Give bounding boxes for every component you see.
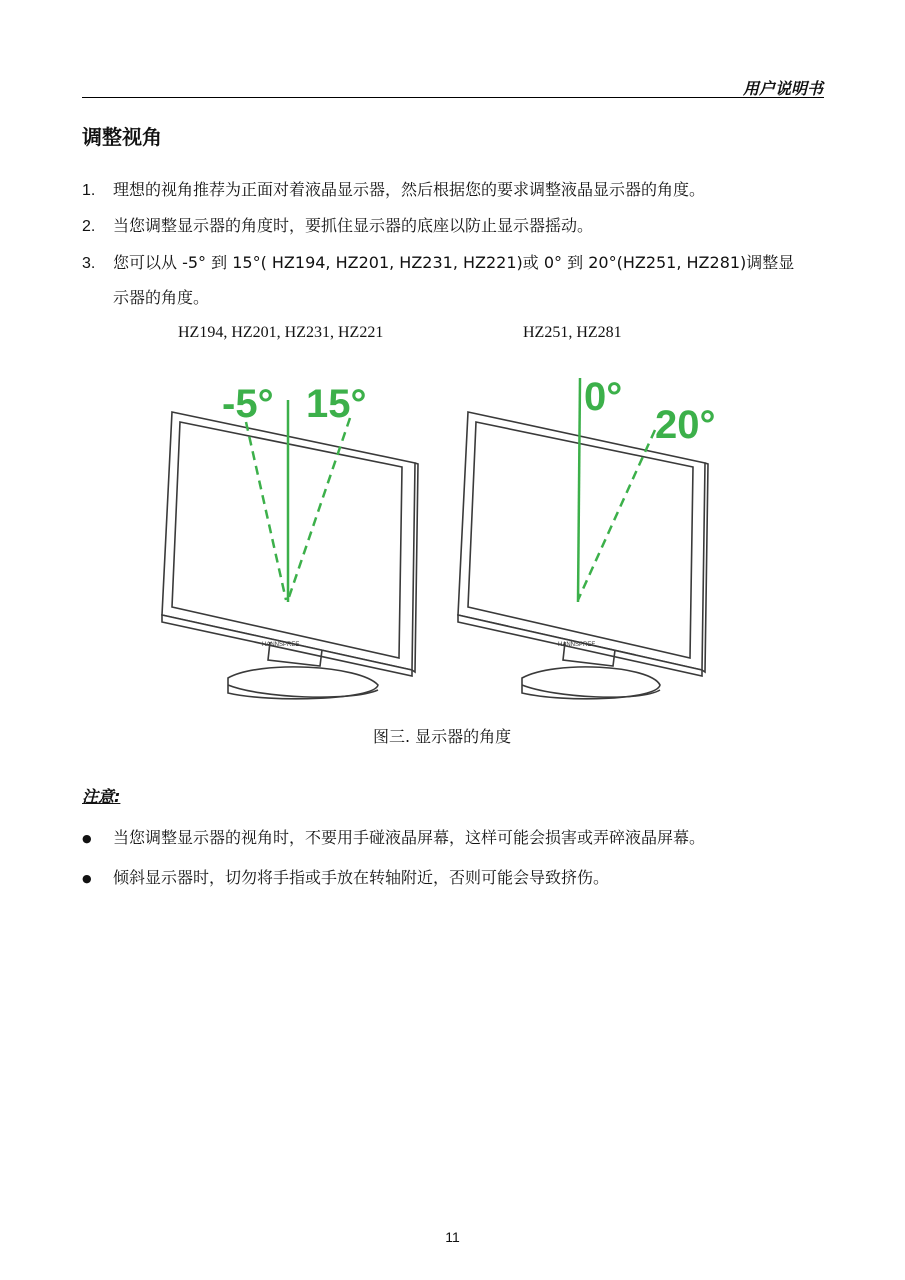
note-item — [82, 828, 705, 849]
step-text: 当您调整显示器的角度时，要抓住显示器的底座以防止显示器摇动。 — [113, 216, 594, 235]
step-text: 理想的视角推荐为正面对着液晶显示器，然后根据您的要求调整液晶显示器的角度。 — [113, 180, 706, 199]
left-monitor — [162, 412, 418, 699]
step-number: 2. — [82, 218, 96, 235]
left-angle-back-label: -5° — [222, 382, 274, 426]
right-angle-upright-label: 0° — [584, 375, 623, 419]
figure-right-caption: HZ251, HZ281 — [523, 324, 622, 341]
note-item-text: 倾斜显示器时，切勿将手指或手放在转轴附近，否则可能会导致挤伤。 — [113, 868, 610, 887]
bullet-icon: ● — [82, 872, 92, 885]
right-monitor-brand: HANNSPREE — [558, 642, 596, 648]
figure-caption: 图三. 显示器的角度 — [373, 727, 512, 746]
header-title: 用户说明书 — [742, 79, 823, 98]
header-rule — [82, 97, 824, 98]
note-item-text: 当您调整显示器的视角时，不要用手碰液晶屏幕，这样可能会损害或弄碎液晶屏幕。 — [113, 828, 706, 847]
step-text: 您可以从 -5° 到 15°( HZ194, HZ201, HZ231, HZ221)或 0° 到 20°(HZ251, HZ281)调整显 — [113, 253, 795, 272]
note-title: 注意: — [82, 787, 121, 806]
step-3 — [82, 253, 794, 274]
monitor-angle-figure — [150, 360, 750, 710]
step-3-continuation: 示器的角度。 — [113, 288, 210, 307]
note-item — [82, 868, 609, 889]
step-2 — [82, 216, 593, 237]
right-angle-tilt-label: 20° — [655, 403, 716, 447]
step-number: 1. — [82, 182, 96, 199]
left-monitor-brand: HANNSPREE — [262, 642, 300, 648]
step-1 — [82, 180, 705, 201]
page-number: 11 — [445, 1229, 460, 1245]
left-angle-forward-label: 15° — [306, 382, 367, 426]
figure-left-caption: HZ194, HZ201, HZ231, HZ221 — [178, 324, 384, 341]
bullet-icon: ● — [82, 832, 92, 845]
step-number: 3. — [82, 255, 96, 272]
section-title: 调整视角 — [82, 125, 162, 149]
right-monitor — [458, 412, 708, 699]
